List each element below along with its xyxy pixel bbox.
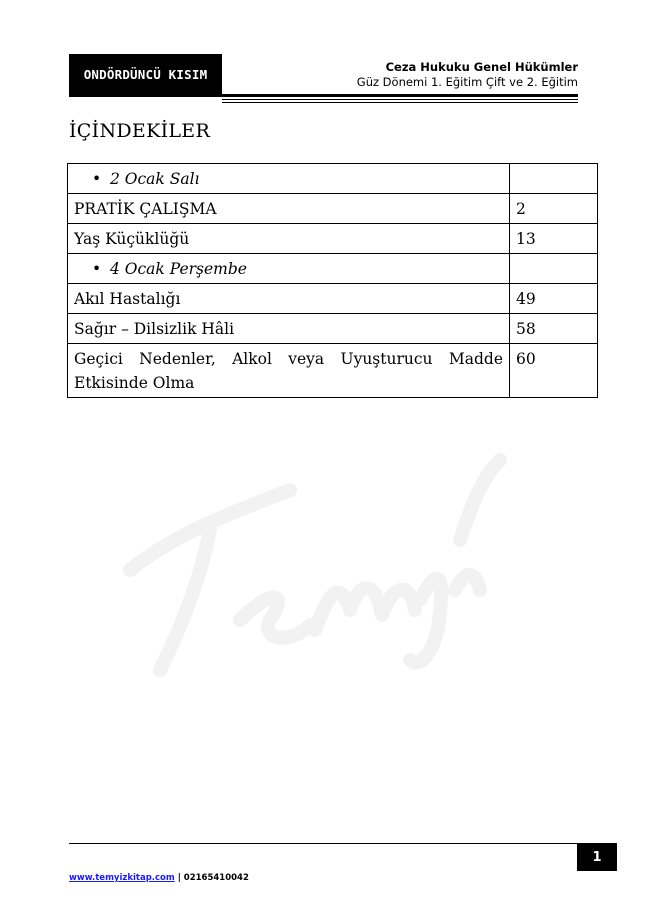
toc-entry-title: PRATİK ÇALIŞMA	[68, 194, 510, 224]
bullet-icon: •	[92, 170, 102, 188]
toc-page-cell	[510, 254, 598, 284]
toc-page-number: 58	[510, 314, 598, 344]
toc-date-label: 4 Ocak Perşembe	[110, 260, 247, 278]
toc-page-number: 13	[510, 224, 598, 254]
section-label: ONDÖRDÜNCÜ KISIM	[69, 54, 222, 94]
footer-contact	[69, 873, 249, 883]
toc-row	[68, 284, 598, 314]
page-number: 1	[577, 843, 617, 871]
header-rule-thin-second	[222, 102, 578, 103]
toc-date-row	[68, 164, 598, 194]
toc-row	[68, 344, 598, 398]
course-title: Ceza Hukuku Genel Hükümler	[385, 60, 578, 74]
watermark-logo	[120, 420, 540, 680]
toc-date-cell	[68, 254, 510, 284]
toc-entry-title: Sağır – Dilsizlik Hâli	[68, 314, 510, 344]
toc-row	[68, 194, 598, 224]
toc-title: İÇİNDEKİLER	[69, 120, 211, 142]
toc-page-number: 2	[510, 194, 598, 224]
toc-date-cell	[68, 164, 510, 194]
header-rule-thin	[222, 99, 578, 100]
toc-table	[67, 163, 598, 398]
toc-row	[68, 314, 598, 344]
footer-separator: |	[177, 873, 181, 883]
toc-entry-title: Geçici Nedenler, Alkol veya Uyuşturucu Madde Etkisinde Olma	[68, 344, 510, 398]
toc-page-cell	[510, 164, 598, 194]
toc-row	[68, 224, 598, 254]
toc-page-number: 49	[510, 284, 598, 314]
course-subtitle: Güz Dönemi 1. Eğitim Çift ve 2. Eğitim	[356, 75, 578, 89]
toc-page-number: 60	[510, 344, 598, 398]
toc-date-row	[68, 254, 598, 284]
phone-number: 02165410042	[183, 873, 249, 883]
document-header	[357, 60, 578, 90]
website-link[interactable]: www.temyizkitap.com	[69, 873, 175, 883]
toc-entry-title: Akıl Hastalığı	[68, 284, 510, 314]
toc-date-label: 2 Ocak Salı	[110, 170, 200, 188]
header-rule	[69, 94, 578, 97]
bullet-icon: •	[92, 260, 102, 278]
toc-entry-title: Yaş Küçüklüğü	[68, 224, 510, 254]
footer-rule	[69, 843, 578, 844]
